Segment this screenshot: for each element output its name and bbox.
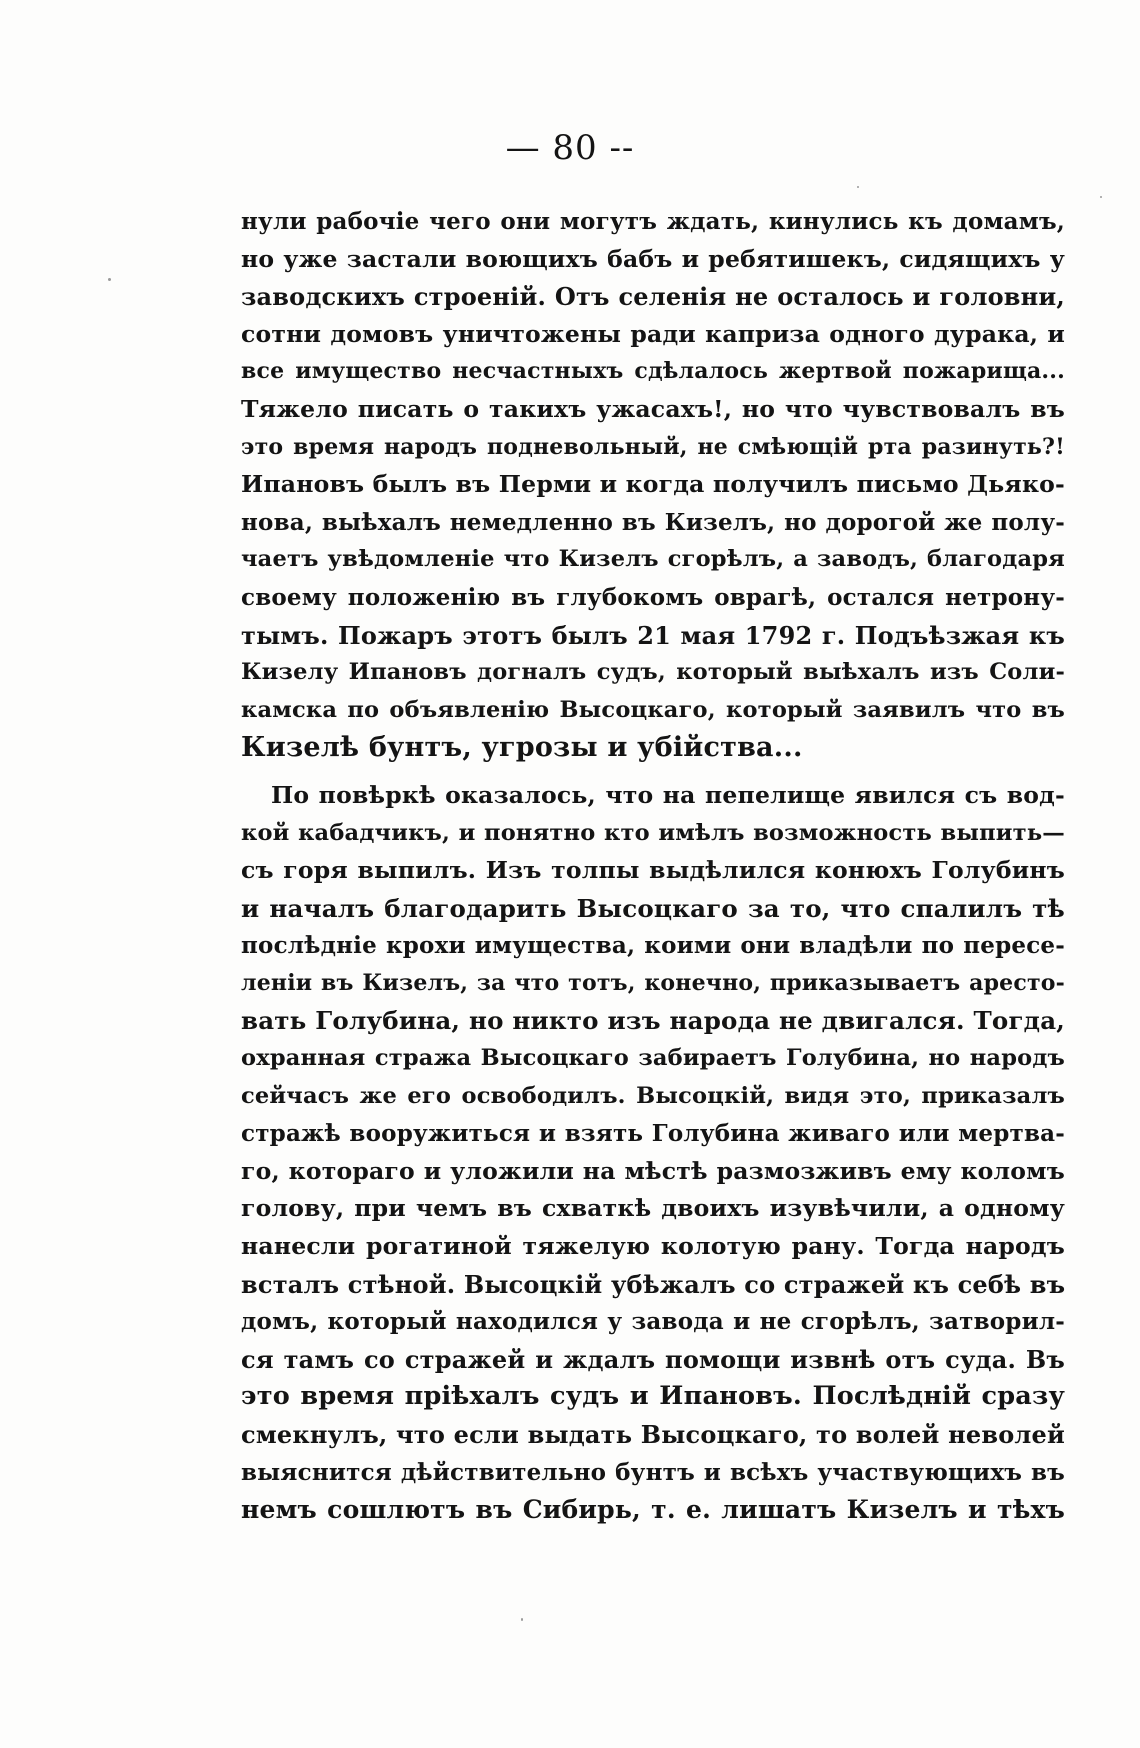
text-line: леніи въ Кизелъ, за что тотъ, конечно, приказываетъ аресто- [241, 969, 1065, 996]
text-line: это время пріѣхалъ судъ и Ипановъ. Послѣдній сразу [241, 1381, 1065, 1412]
text-line: охранная стража Высоцкаго забираетъ Голубина, но народъ [241, 1045, 1065, 1072]
text-line: Тяжело писать о такихъ ужасахъ!, но что чувствовалъ въ [241, 394, 1065, 423]
text-line: но уже застали воющихъ бабъ и ребятишекъ, сидящихъ у [241, 244, 1065, 273]
text-line: камска по объявленію Высоцкаго, который заявилъ что въ [241, 696, 1065, 723]
text-line: сотни домовъ уничтожены ради каприза одного дурака, и [241, 319, 1065, 348]
text-line: и началъ благодарить Высоцкаго за то, что спалилъ тѣ [241, 893, 1065, 923]
text-line: заводскихъ строеній. Отъ селенія не осталось и головни, [241, 282, 1065, 312]
text-line: своему положенію въ глубокомъ оврагѣ, остался нетрону- [241, 583, 1065, 611]
text-line: все имущество несчастныхъ сдѣлалось жертвой пожарища... [241, 358, 1065, 385]
text-line: тымъ. Пожаръ этотъ былъ 21 мая 1792 г. Подъѣзжая къ [241, 620, 1065, 650]
paragraph-gap [241, 767, 1065, 777]
text-line: Ипановъ былъ въ Перми и когда получилъ письмо Дьяко- [241, 470, 1065, 499]
scan-speck [1100, 196, 1102, 198]
text-line: домъ, который находился у завода и не сгорѣлъ, затворил- [241, 1308, 1065, 1336]
body-text [241, 203, 1065, 1529]
scan-speck [521, 1618, 523, 1621]
text-line: нули рабочіе чего они могутъ ждать, кинулись къ домамъ, [241, 208, 1065, 235]
text-line: немъ сошлютъ въ Сибирь, т. е. лишатъ Кизелъ и тѣхъ [241, 1495, 1065, 1525]
text-line: голову, при чемъ въ схваткѣ двоихъ изувѣчили, а одному [241, 1194, 1065, 1223]
text-line: кой кабадчикъ, и понятно кто имѣлъ возможность выпить— [241, 819, 1065, 846]
text-line: смекнулъ, что если выдать Высоцкаго, то волей неволей [241, 1420, 1065, 1449]
scan-speck [857, 186, 859, 188]
text-line: послѣдніе крохи имущества, коими они владѣли по пересе- [241, 932, 1065, 960]
text-line: го, котораго и уложили на мѣстѣ размозживъ ему коломъ [241, 1156, 1065, 1185]
text-line: вать Голубина, но никто изъ народа не двигался. Тогда, [241, 1006, 1065, 1036]
text-line: Кизелѣ бунтъ, угрозы и убійства... [241, 732, 803, 764]
text-line: По повѣркѣ оказалось, что на пепелище явился съ вод- [271, 780, 1065, 809]
paragraph [241, 777, 1065, 1529]
text-line: всталъ стѣной. Высоцкій убѣжалъ со стражей къ себѣ въ [241, 1269, 1065, 1299]
text-line: Кизелу Ипановъ догналъ судъ, который выѣхалъ изъ Соли- [241, 659, 1065, 686]
text-line: это время народъ подневольный, не смѣющій рта разинуть?! [241, 433, 1065, 460]
text-line: стражѣ вооружиться и взять Голубина живаго или мертва- [241, 1120, 1065, 1148]
text-line: съ горя выпилъ. Изъ толпы выдѣлился конюхъ Голубинъ [241, 856, 1065, 885]
text-line: ся тамъ со стражей и ждалъ помощи извнѣ отъ суда. Въ [241, 1344, 1065, 1374]
text-line: выяснится дѣйствительно бунтъ и всѣхъ участвующихъ въ [241, 1458, 1065, 1486]
text-line: нова, выѣхалъ немедленно въ Кизелъ, но дорогой же полу- [241, 508, 1065, 536]
scan-speck [108, 278, 111, 281]
page-number: — 80 -- [505, 128, 635, 168]
text-line: чаетъ увѣдомленіе что Кизелъ сгорѣлъ, а заводъ, благодаря [241, 546, 1065, 573]
paragraph [241, 203, 1065, 767]
text-line: сейчасъ же его освободилъ. Высоцкій, видя это, приказалъ [241, 1082, 1065, 1109]
text-line: нанесли рогатиной тяжелую колотую рану. Тогда народъ [241, 1232, 1065, 1261]
